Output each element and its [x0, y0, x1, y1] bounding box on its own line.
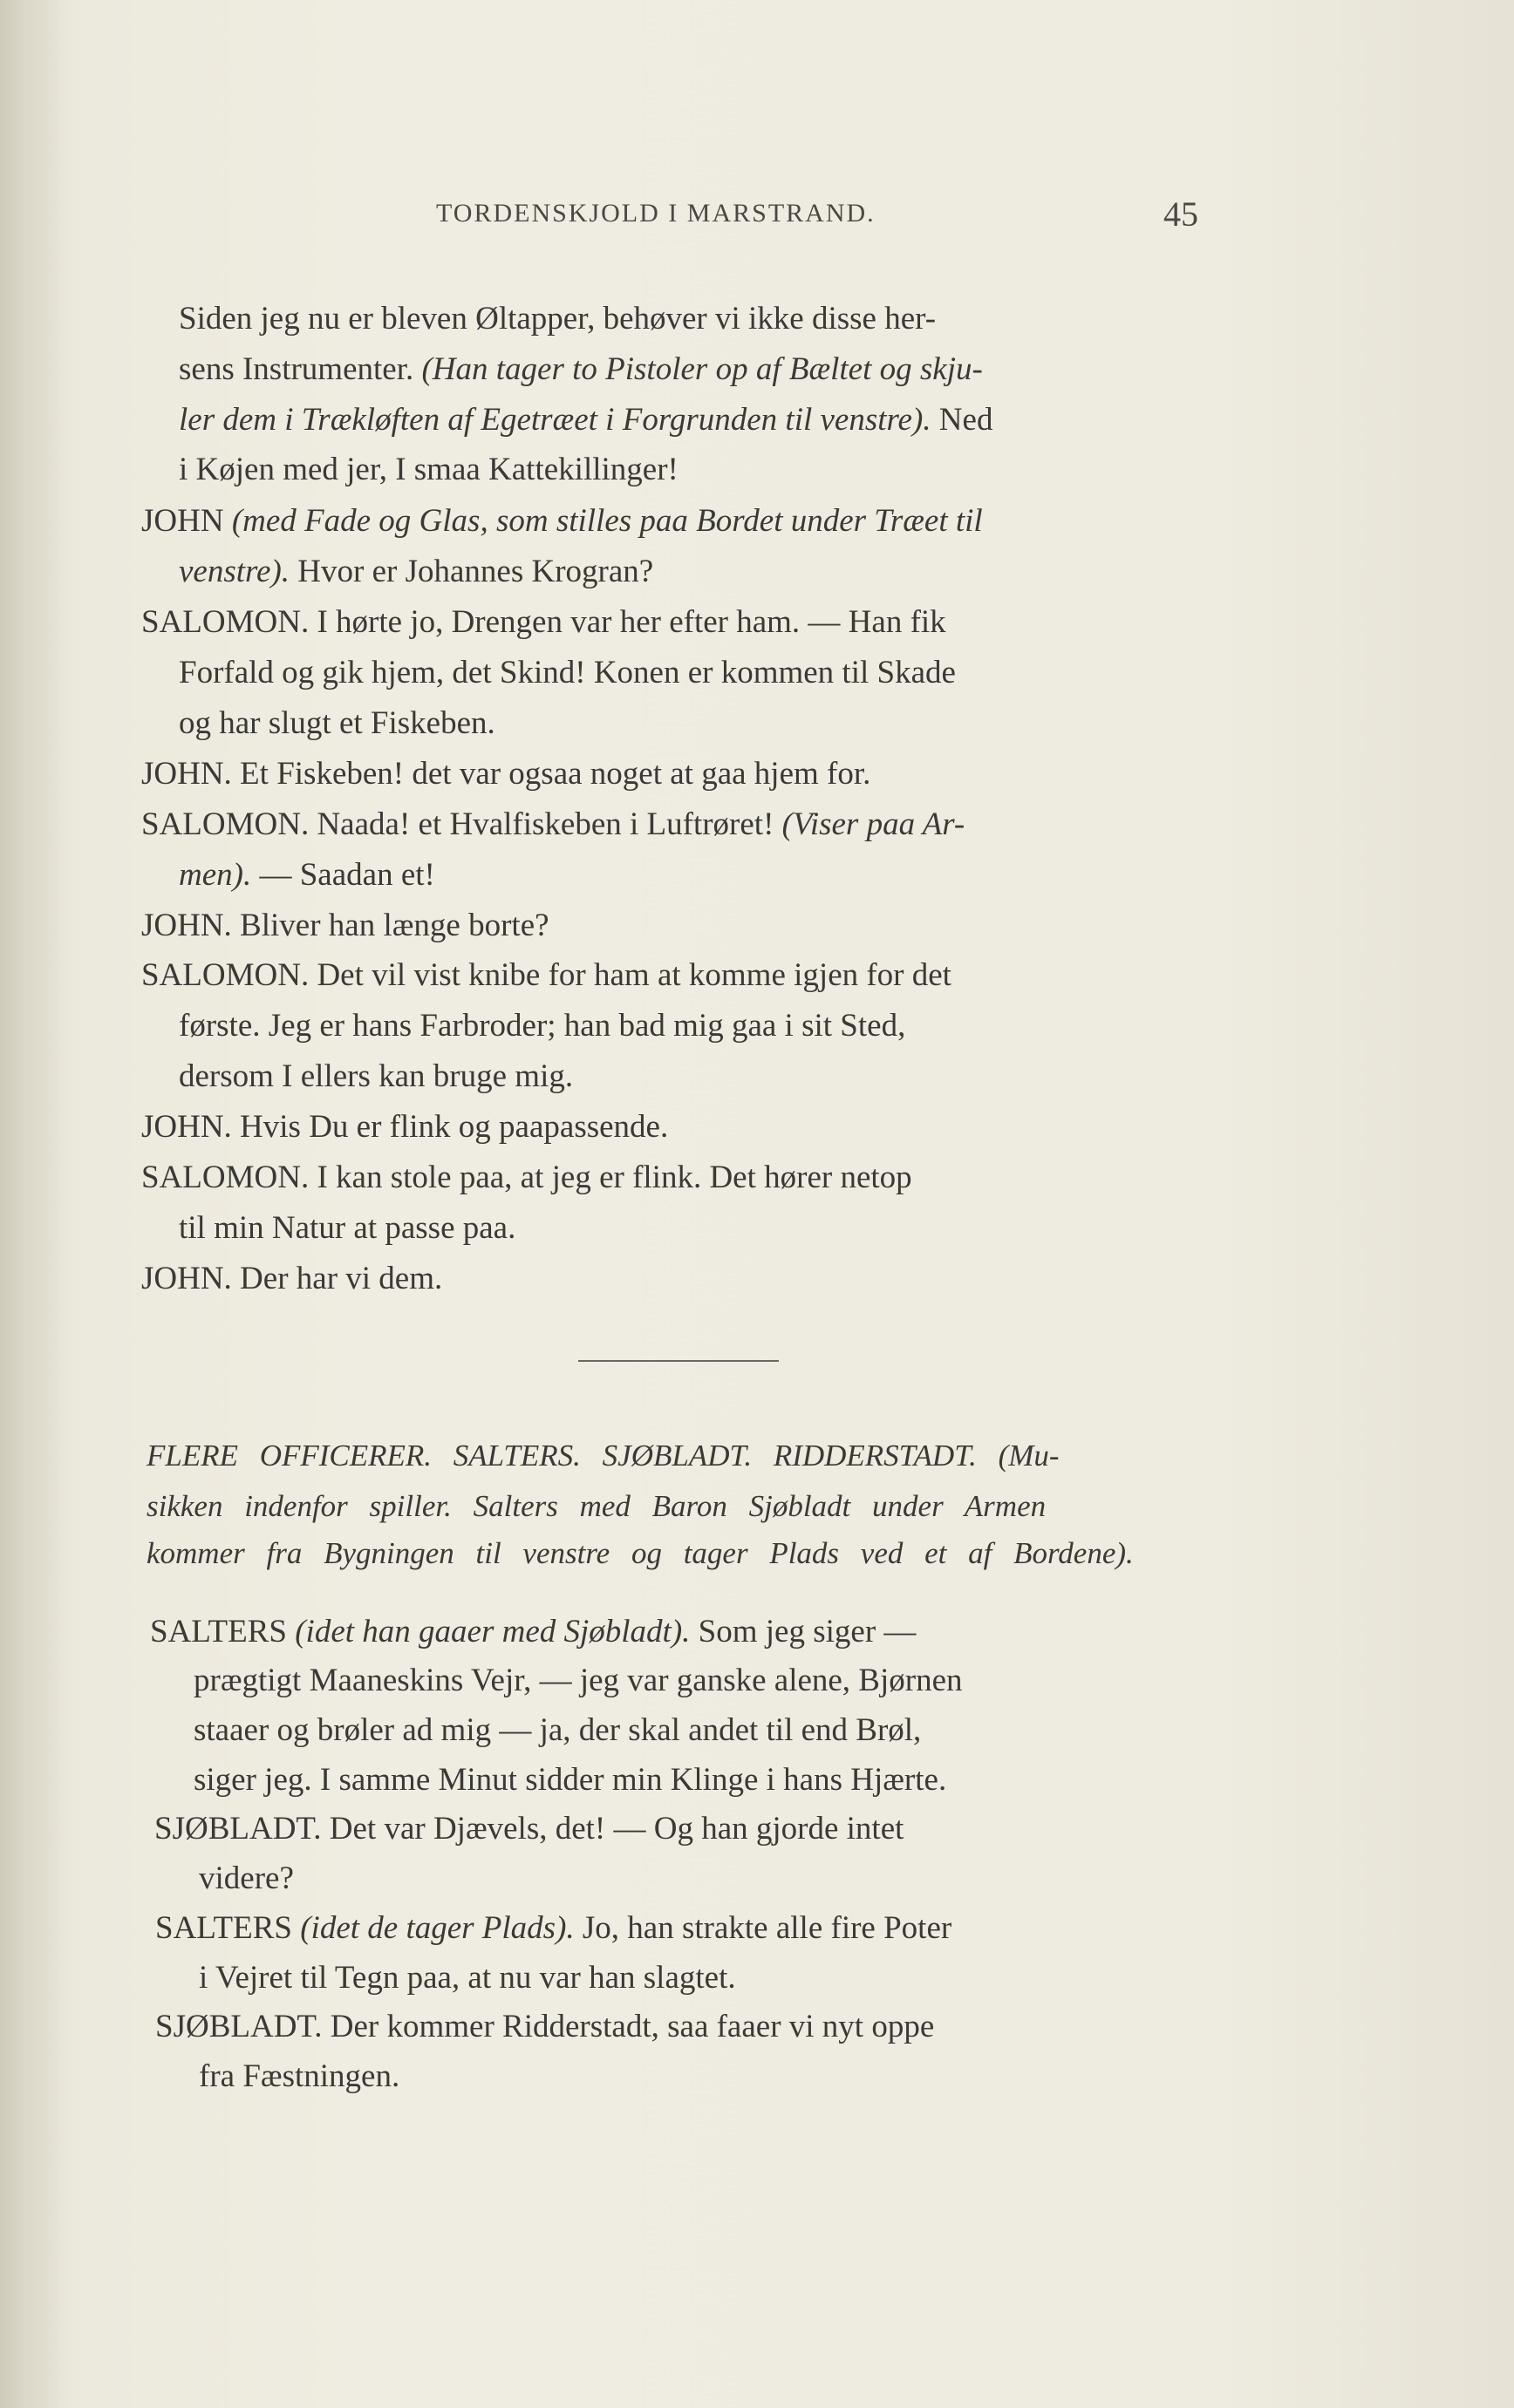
- dialogue-text: videre?: [199, 1860, 294, 1896]
- stage-direction: (idet han gaaer med Sjøbladt).: [295, 1614, 691, 1650]
- dialogue-line: [155, 2008, 934, 2046]
- dialogue-text: Som jeg siger —: [690, 1614, 917, 1650]
- dialogue-line: [179, 704, 495, 743]
- dialogue-text: i Vejret til Tegn paa, at nu var han slagtet.: [199, 1960, 736, 1996]
- dialogue-line: [150, 1613, 916, 1651]
- dialogue-line: [194, 1761, 946, 1799]
- dialogue-line: [141, 907, 549, 945]
- dialogue-text: Hvor er Johannes Krogran?: [290, 554, 654, 589]
- dialogue-text: første. Jeg er hans Farbroder; han bad mig gaa i sit Sted,: [179, 1008, 906, 1044]
- stage-direction: (idet de tager Plads).: [300, 1910, 575, 1946]
- dialogue-text: SALOMON. Naada! et Hvalfiskeben i Luftrøret!: [141, 806, 782, 842]
- dialogue-text: dersom I ellers kan bruge mig.: [179, 1058, 574, 1094]
- dialogue-text: til min Natur at passe paa.: [179, 1210, 516, 1246]
- dialogue-line: [199, 1959, 736, 1997]
- dialogue-text: SJØBLADT. Der kommer Ridderstadt, saa faaer vi nyt oppe: [155, 2009, 935, 2044]
- dialogue-text: prægtigt Maaneskins Vejr, — jeg var ganske alene, Bjørnen: [194, 1663, 963, 1698]
- dialogue-line: [141, 956, 951, 995]
- dialogue-text: JOHN: [141, 503, 232, 539]
- dialogue-line: [179, 1209, 515, 1248]
- dialogue-text: staaer og brøler ad mig — ja, der skal andet til end Brøl,: [194, 1712, 922, 1748]
- dialogue-line: [199, 2058, 399, 2096]
- dialogue-line: [194, 1711, 921, 1750]
- dialogue-line: [141, 755, 870, 793]
- dialogue-text: Forfald og gik hjem, det Skind! Konen er kommen til Skade: [179, 655, 956, 690]
- dialogue-line: [154, 1810, 904, 1848]
- dialogue-text: — Saadan et!: [251, 857, 435, 893]
- dialogue-text: SALOMON. I kan stole paa, at jeg er flink. Det hører netop: [141, 1160, 912, 1195]
- dialogue-text: SALTERS: [155, 1910, 301, 1946]
- dialogue-text: Ned: [931, 402, 993, 438]
- page-header: [0, 194, 1514, 237]
- scene-heading-line: sikken indenfor spiller. Salters med Baron Sjøbladt under Armen: [147, 1489, 1047, 1523]
- stage-direction: (med Fade og Glas, som stilles paa Bordet under Træet til: [231, 503, 983, 539]
- dialogue-line: [179, 1058, 573, 1096]
- dialogue-line: [179, 654, 956, 692]
- dialogue-text: i Køjen med jer, I smaa Kattekillinger!: [179, 452, 679, 487]
- dialogue-line: [179, 401, 992, 439]
- dialogue-line: [141, 806, 965, 844]
- dialogue-line: [179, 856, 435, 894]
- dialogue-line: [179, 451, 679, 489]
- dialogue-text: fra Fæstningen.: [199, 2058, 400, 2094]
- dialogue-text: JOHN. Der har vi dem.: [141, 1261, 443, 1296]
- scene-heading-line: FLERE OFFICERER. SALTERS. SJØBLADT. RIDDERSTADT. (Mu-: [147, 1439, 1060, 1473]
- dialogue-line: [179, 350, 983, 389]
- dialogue-line: [179, 1007, 905, 1045]
- dialogue-text: SALOMON. I hørte jo, Drengen var her efter ham. — Han fik: [141, 604, 946, 640]
- dialogue-text: SALOMON. Det vil vist knibe for ham at komme igjen for det: [141, 957, 951, 993]
- dialogue-text: SJØBLADT. Det var Djævels, det! — Og han gjorde intet: [154, 1811, 904, 1847]
- dialogue-line: [179, 553, 653, 591]
- dialogue-text: SALTERS: [150, 1614, 296, 1650]
- stage-direction: ler dem i Trækløften af Egetræet i Forgrunden til venstre).: [179, 402, 931, 438]
- dialogue-text: Siden jeg nu er bleven Øltapper, behøver vi ikke disse her-: [179, 301, 937, 337]
- stage-direction: venstre).: [179, 554, 290, 589]
- dialogue-line: [141, 1159, 912, 1197]
- dialogue-line: [141, 603, 946, 642]
- dialogue-line: [194, 1662, 963, 1700]
- dialogue-line: [141, 502, 983, 541]
- dialogue-line: [141, 1260, 442, 1298]
- scene-heading-line: kommer fra Bygningen til venstre og tager Plads ved et af Bordene).: [147, 1536, 1134, 1570]
- dialogue-line: [141, 1108, 668, 1146]
- dialogue-line: [199, 1860, 294, 1898]
- dialogue-text: og har slugt et Fiskeben.: [179, 705, 495, 741]
- dialogue-text: JOHN. Bliver han længe borte?: [141, 908, 549, 943]
- dialogue-text: JOHN. Et Fiskeben! det var ogsaa noget at gaa hjem for.: [141, 756, 871, 792]
- dialogue-text: JOHN. Hvis Du er flink og paapassende.: [141, 1109, 669, 1145]
- dialogue-text: siger jeg. I samme Minut sidder min Klinge i hans Hjærte.: [194, 1762, 947, 1798]
- stage-direction: men).: [179, 857, 252, 893]
- dialogue-line: [155, 1909, 951, 1948]
- dialogue-text: sens Instrumenter.: [179, 351, 422, 387]
- section-divider: [578, 1360, 779, 1362]
- dialogue-line: [179, 300, 936, 338]
- page-number: 45: [1163, 194, 1198, 234]
- stage-direction: (Viser paa Ar-: [781, 806, 965, 842]
- running-title: TORDENSKJOLD I MARSTRAND.: [436, 199, 876, 228]
- dialogue-text: Jo, han strakte alle fire Poter: [574, 1910, 952, 1946]
- book-spine-shadow: [0, 0, 61, 2408]
- stage-direction: (Han tager to Pistoler op af Bæltet og skju-: [421, 351, 983, 387]
